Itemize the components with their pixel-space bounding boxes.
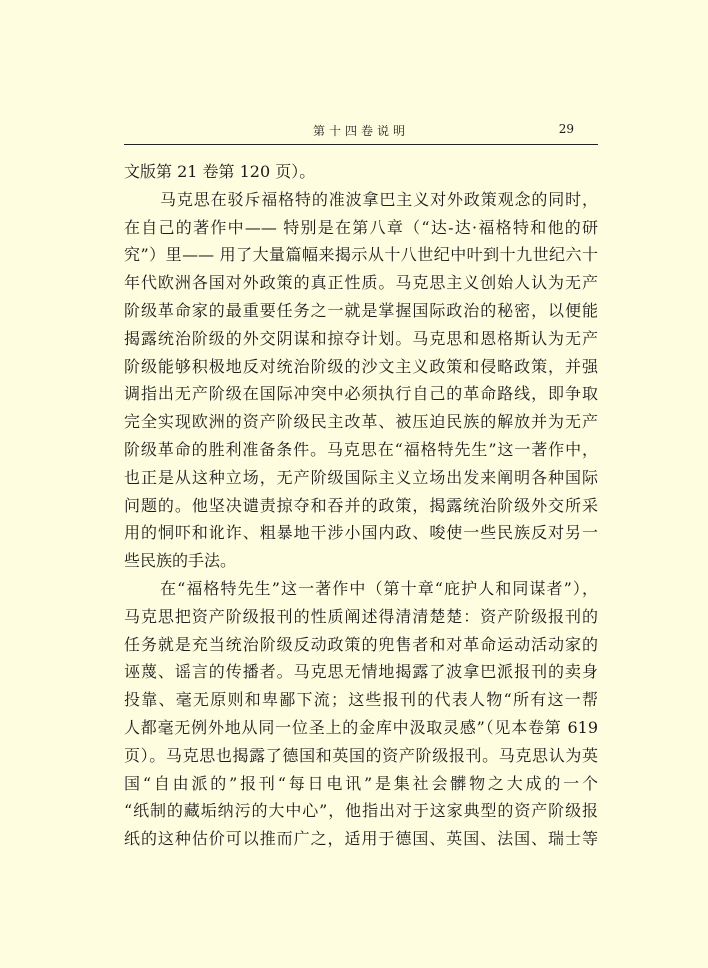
- text-line: 人都毫无例外地从同一位圣上的金库中汲取灵感”（见本卷第 619: [124, 717, 598, 737]
- text-line: 投靠、毫无原则和卑鄙下流；这些报刊的代表人物“所有这一帮: [124, 690, 598, 710]
- text-line: “纸制的藏垢纳污的大中心”，他指出对于这家典型的资产阶级报: [124, 801, 598, 821]
- text-line: 页）。马克思也揭露了德国和英国的资产阶级报刊。马克思认为英: [124, 745, 598, 765]
- text-line: 些民族的手法。: [124, 551, 237, 571]
- text-line: 诬蔑、谣言的传播者。马克思无情地揭露了波拿巴派报刊的卖身: [124, 662, 598, 682]
- text-line: 完全实现欧洲的资产阶级民主改革、被压迫民族的解放并为无产: [124, 412, 598, 432]
- text-line: 阶级革命的胜利准备条件。马克思在“福格特先生”这一著作中，: [124, 439, 598, 459]
- text-line: 在自己的著作中—— 特别是在第八章（“达-达·福格特和他的研: [124, 217, 598, 237]
- body-text: [124, 158, 598, 853]
- text-line: 在“福格特先生”这一著作中（第十章“庇护人和同谋者”），: [160, 578, 598, 598]
- text-line: 用的恫吓和讹诈、粗暴地干涉小国内政、唆使一些民族反对另一: [124, 523, 598, 543]
- text-line: 揭露统治阶级的外交阴谋和掠夺计划。马克思和恩格斯认为无产: [124, 328, 598, 348]
- text-line: 问题的。他坚决谴责掠夺和吞并的政策，揭露统治阶级外交所采: [124, 495, 598, 515]
- text-line: 文版第 21 卷第 120 页）。: [124, 162, 316, 181]
- page-number: 29: [558, 122, 574, 136]
- text-line: 国“自由派的”报刊“每日电讯”是集社会髒物之大成的一个: [124, 773, 598, 793]
- running-header: [124, 118, 598, 145]
- text-line: 纸的这种估价可以推而广之，适用于德国、英国、法国、瑞士等: [124, 829, 598, 849]
- text-line: 究”）里—— 用了大量篇幅来揭示从十八世纪中叶到十九世纪六十: [124, 245, 598, 265]
- text-line: 年代欧洲各国对外政策的真正性质。马克思主义创始人认为无产: [124, 273, 598, 293]
- text-line: 阶级能够积极地反对统治阶级的沙文主义政策和侵略政策，并强: [124, 356, 598, 376]
- text-line: 马克思把资产阶级报刊的性质阐述得清清楚楚：资产阶级报刊的: [124, 606, 598, 626]
- text-line: 任务就是充当统治阶级反动政策的兜售者和对革命运动活动家的: [124, 634, 598, 654]
- text-line: 调指出无产阶级在国际冲突中必须执行自己的革命路线，即争取: [124, 384, 598, 404]
- text-line: 阶级革命家的最重要任务之一就是掌握国际政治的秘密，以便能: [124, 300, 598, 320]
- text-line: 马克思在驳斥福格特的准波拿巴主义对外政策观念的同时，: [160, 189, 598, 209]
- text-line: 也正是从这种立场，无产阶级国际主义立场出发来阐明各种国际: [124, 467, 598, 487]
- header-title: 第十四卷说明: [312, 124, 409, 138]
